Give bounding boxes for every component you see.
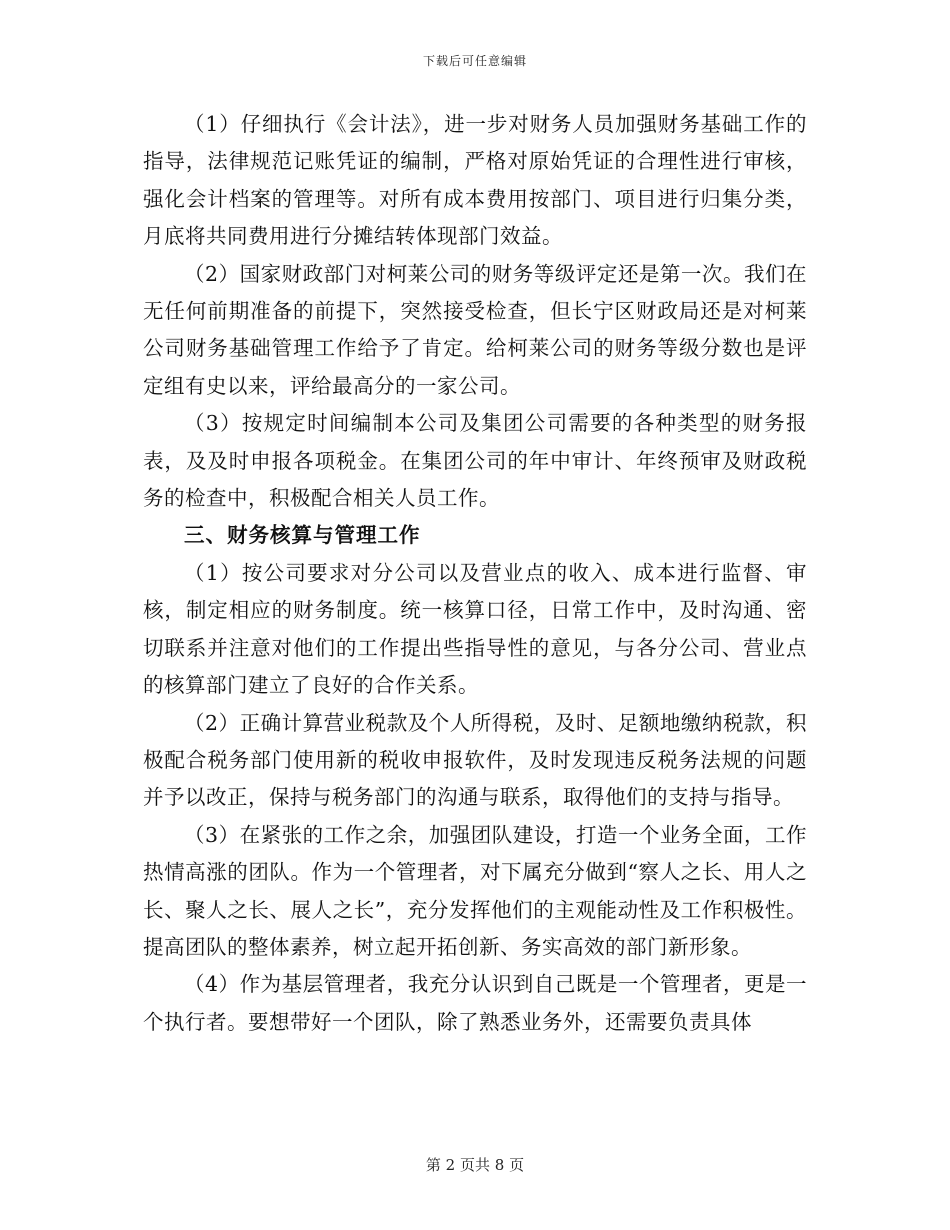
document-body	[143, 106, 807, 1041]
section-paragraph-2: （2）正确计算营业税款及个人所得税，及时、足额地缴纳税款，积极配合税务部门使用新的税收申报软件，及时发现违反税务法规的问题并予以改正，保持与税务部门的沟通与联系，取得他们的支持与指导。	[143, 710, 807, 810]
paragraph-1: （1）仔细执行《会计法》，进一步对财务人员加强财务基础工作的指导，法律规范记账凭证的编制，严格对原始凭证的合理性进行审核，强化会计档案的管理等。对所有成本费用按部门、项目进行归集分类，月底将共同费用进行分摊结转体现部门效益。	[143, 112, 807, 249]
section-paragraph-4: （4）作为基层管理者，我充分认识到自己既是一个管理者，更是一个执行者。要想带好一个团队，除了熟悉业务外，还需要负责具体	[143, 972, 807, 1034]
section-heading: 三、财务核算与管理工作	[184, 523, 421, 548]
page-number: 第 2 页共 8 页	[425, 1156, 525, 1174]
section-paragraph-3: （3）在紧张的工作之余，加强团队建设，打造一个业务全面，工作热情高涨的团队。作为一个管理者，对下属充分做到“察人之长、用人之长、聚人之长、展人之长”，充分发挥他们的主观能动性及工作积极性。提高团队的整体素养，树立起开拓创新、务实高效的部门新形象。	[143, 822, 807, 959]
page-header: 下载后可任意编辑	[422, 54, 527, 68]
section-paragraph-1: （1）按公司要求对分公司以及营业点的收入、成本进行监督、审核，制定相应的财务制度。统一核算口径，日常工作中，及时沟通、密切联系并注意对他们的工作提出些指导性的意见，与各分公司、营业点的核算部门建立了良好的合作关系。	[143, 560, 807, 698]
paragraph-2: （2）国家财政部门对柯莱公司的财务等级评定还是第一次。我们在无任何前期准备的前提下，突然接受检查，但长宁区财政局还是对柯莱公司财务基础管理工作给予了肯定。给柯莱公司的财务等级分数也是评定组有史以来，评给最高分的一家公司。	[143, 261, 807, 398]
paragraph-3: （3）按规定时间编制本公司及集团公司需要的各种类型的财务报表，及及时申报各项税金。在集团公司的年中审计、年终预审及财政税务的检查中，积极配合相关人员工作。	[143, 411, 807, 511]
